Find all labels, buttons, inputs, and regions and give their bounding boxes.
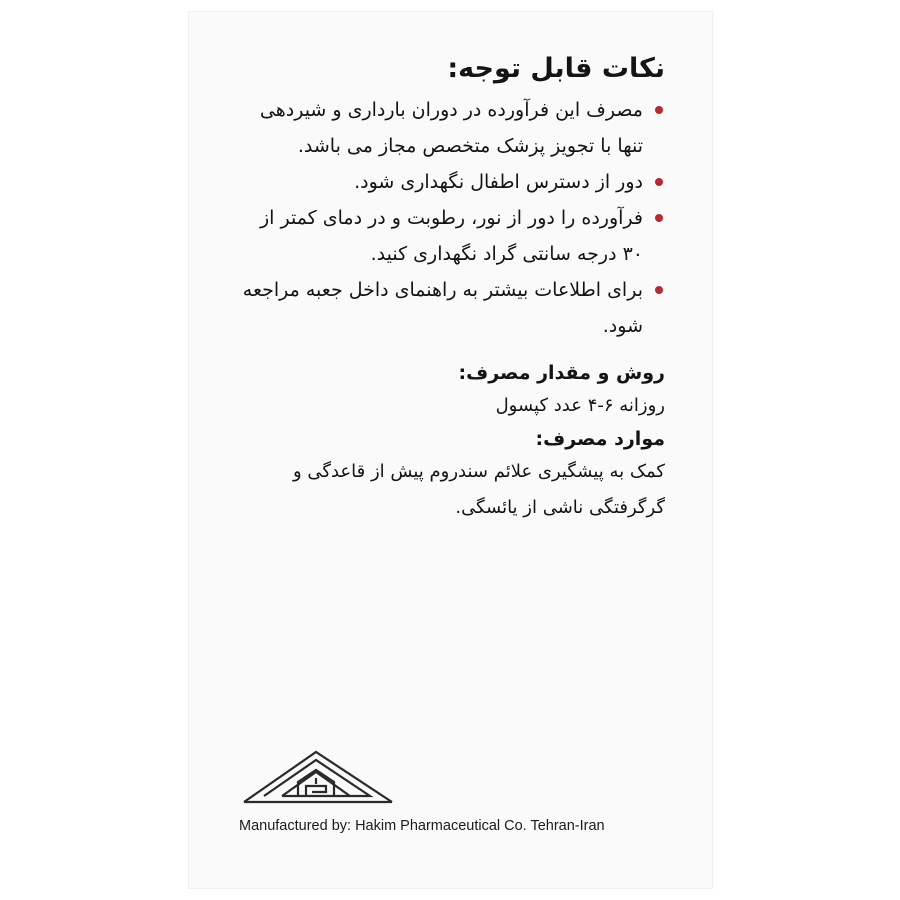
note-text: دور از دسترس اطفال نگهداری شود. bbox=[354, 171, 643, 193]
indications-text: کمک به پیشگیری علائم سندروم پیش از قاعدگی و گرگرفتگی ناشی از یائسگی. bbox=[293, 461, 665, 518]
note-item bbox=[239, 92, 665, 164]
notes-heading: نکات قابل توجه: bbox=[447, 53, 665, 84]
notes-list bbox=[239, 92, 665, 344]
note-item bbox=[239, 164, 665, 200]
dosage-heading: روش و مقدار مصرف: bbox=[458, 362, 665, 384]
manufacturer-text: Manufactured by: Hakim Pharmaceutical Co. Tehran-Iran bbox=[239, 818, 605, 834]
bullet-icon bbox=[655, 106, 663, 114]
note-text: مصرف این فرآورده در دوران بارداری و شیردهی تنها با تجویز پزشک متخصص مجاز می باشد. bbox=[259, 99, 643, 157]
bullet-icon bbox=[655, 178, 663, 186]
package-panel bbox=[189, 12, 712, 888]
hakim-logo-icon bbox=[242, 748, 394, 806]
note-item bbox=[239, 272, 665, 344]
package-text bbox=[239, 52, 665, 526]
indications-heading: موارد مصرف: bbox=[535, 428, 665, 450]
dosage-text: روزانه ۶-۴ عدد کپسول bbox=[495, 395, 665, 416]
bullet-icon bbox=[655, 286, 663, 294]
note-item bbox=[239, 200, 665, 272]
note-text: برای اطلاعات بیشتر به راهنمای داخل جعبه مراجعه شود. bbox=[242, 279, 643, 337]
note-text: فرآورده را دور از نور، رطوبت و در دمای کمتر از ۳۰ درجه سانتی گراد نگهداری کنید. bbox=[259, 207, 643, 265]
bullet-icon bbox=[655, 214, 663, 222]
